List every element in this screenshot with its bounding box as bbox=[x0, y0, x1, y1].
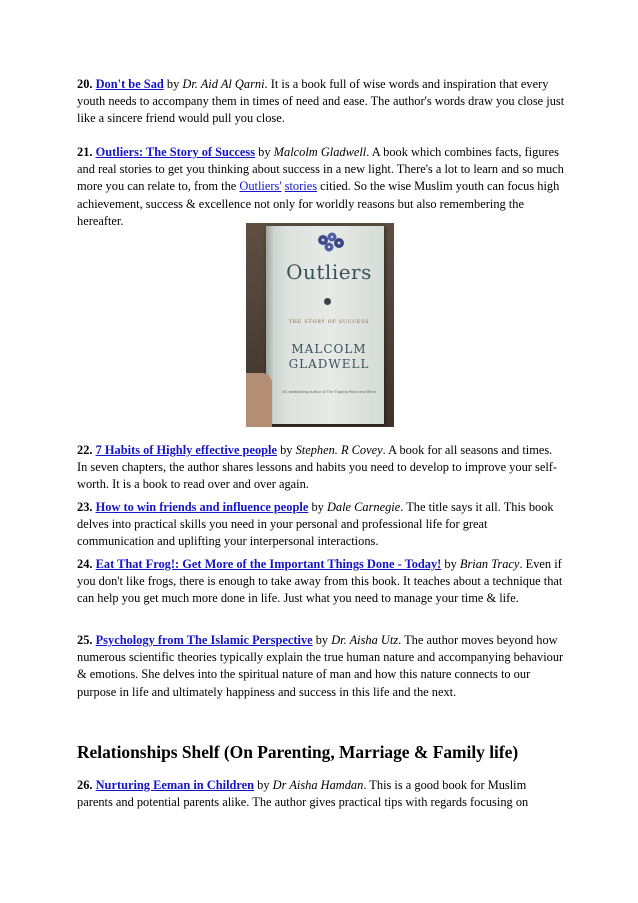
by-text: by bbox=[308, 500, 327, 514]
book-entry-21 bbox=[77, 144, 565, 230]
book-description: . The author moves beyond how numerous scientific theories typically explain the true human nature and accompanying behaviour & emotions. She delves into the spiritual nature of man and how this nature connects to our purpose in life and ultimately happiness and success in this life and the next. bbox=[77, 633, 564, 699]
entry-number: 26. bbox=[77, 778, 93, 792]
book-author: Dr. Aisha Utz bbox=[331, 633, 399, 647]
book-author: Malcolm Gladwell bbox=[273, 145, 367, 159]
cover-author-first: MALCOLM bbox=[291, 342, 367, 356]
by-text: by bbox=[255, 145, 274, 159]
book-description-cont: citied. So the wise Muslim youth can focus high achievement, success & excellence not only for worldly reasons but also remembering the hereafter. bbox=[77, 179, 560, 228]
entry-number: 25. bbox=[77, 633, 93, 647]
book-description: . The title says it all. This book delves into practical skills you need in your personal and professional life for great communication and uplifting your interpersonal interactions. bbox=[77, 500, 554, 549]
book-entry-20 bbox=[77, 76, 565, 128]
flower-ornament-icon bbox=[314, 232, 348, 254]
stories-inline-link[interactable]: stories bbox=[284, 179, 318, 194]
entry-number: 21. bbox=[77, 145, 93, 159]
by-text: by bbox=[441, 557, 460, 571]
outliers-inline-link[interactable]: Outliers' bbox=[239, 179, 282, 194]
book-entry-26 bbox=[77, 777, 565, 811]
book-description: . It is a book full of wise words and inspiration that every youth needs to accompany them in times of need and ease. The author's words draw you close just like a sincere friend would pull you close. bbox=[77, 77, 565, 126]
book-title-link[interactable]: 7 Habits of Highly effective people bbox=[95, 443, 277, 457]
entry-number: 23. bbox=[77, 500, 93, 514]
book-entry-22 bbox=[77, 442, 565, 494]
cover-dot bbox=[324, 298, 331, 305]
entry-number: 20. bbox=[77, 77, 93, 91]
book-entry-23 bbox=[77, 499, 565, 551]
entry-number: 22. bbox=[77, 443, 93, 457]
outliers-book-photo bbox=[246, 223, 394, 427]
book-author: Dr Aisha Hamdan bbox=[272, 778, 364, 792]
book-title-link[interactable]: Eat That Frog!: Get More of the Important Things Done - Today! bbox=[95, 557, 442, 571]
by-text: by bbox=[163, 77, 183, 91]
cover-author-last: GLADWELL bbox=[288, 357, 370, 371]
book-cover bbox=[266, 226, 384, 424]
book-description: . A book for all seasons and times. In seven chapters, the author shares lessons and habits you need to develop to improve your self-worth. It is a book to read over and over again. bbox=[77, 443, 558, 492]
by-text: by bbox=[276, 443, 296, 457]
cover-title: Outliers bbox=[286, 260, 372, 284]
book-title-link[interactable]: Don't be Sad bbox=[95, 77, 164, 91]
book-title-link[interactable]: How to win friends and influence people bbox=[95, 500, 309, 514]
cover-author bbox=[274, 342, 384, 372]
book-title-link[interactable]: Nurturing Eeman in Children bbox=[95, 778, 255, 792]
book-author: Dale Carnegie bbox=[326, 500, 401, 514]
hand-holding-book bbox=[246, 373, 272, 427]
book-entry-25 bbox=[77, 632, 565, 701]
book-author: Stephen. R Covey bbox=[295, 443, 383, 457]
book-description: . A book which combines facts, figures and real stories to get you thinking about success in a new light. There's a lot to learn and so much more you can relate to, from the bbox=[77, 145, 564, 194]
by-text: by bbox=[254, 778, 273, 792]
book-title-link[interactable]: Psychology from The Islamic Perspective bbox=[95, 633, 313, 647]
cover-blurb: #1 bestselling author of The Tipping Point and Blink bbox=[282, 390, 376, 394]
book-author: Brian Tracy bbox=[459, 557, 520, 571]
entry-number: 24. bbox=[77, 557, 93, 571]
by-text: by bbox=[312, 633, 332, 647]
cover-subtitle: THE STORY OF SUCCESS bbox=[288, 320, 370, 325]
book-description: . Even if you don't like frogs, there is enough to take away from this book. It teaches about a technique that can help you get much more done in life. Just what you need to manage your time & life. bbox=[77, 557, 563, 606]
book-title-link[interactable]: Outliers: The Story of Success bbox=[95, 145, 256, 159]
section-heading: Relationships Shelf (On Parenting, Marriage & Family life) bbox=[77, 742, 519, 762]
book-description: . This is a good book for Muslim parents and potential parents alike. The author gives practical tips with regards focusing on bbox=[77, 778, 529, 810]
book-entry-24 bbox=[77, 556, 565, 608]
book-author: Dr. Aid Al Qarni bbox=[182, 77, 265, 91]
